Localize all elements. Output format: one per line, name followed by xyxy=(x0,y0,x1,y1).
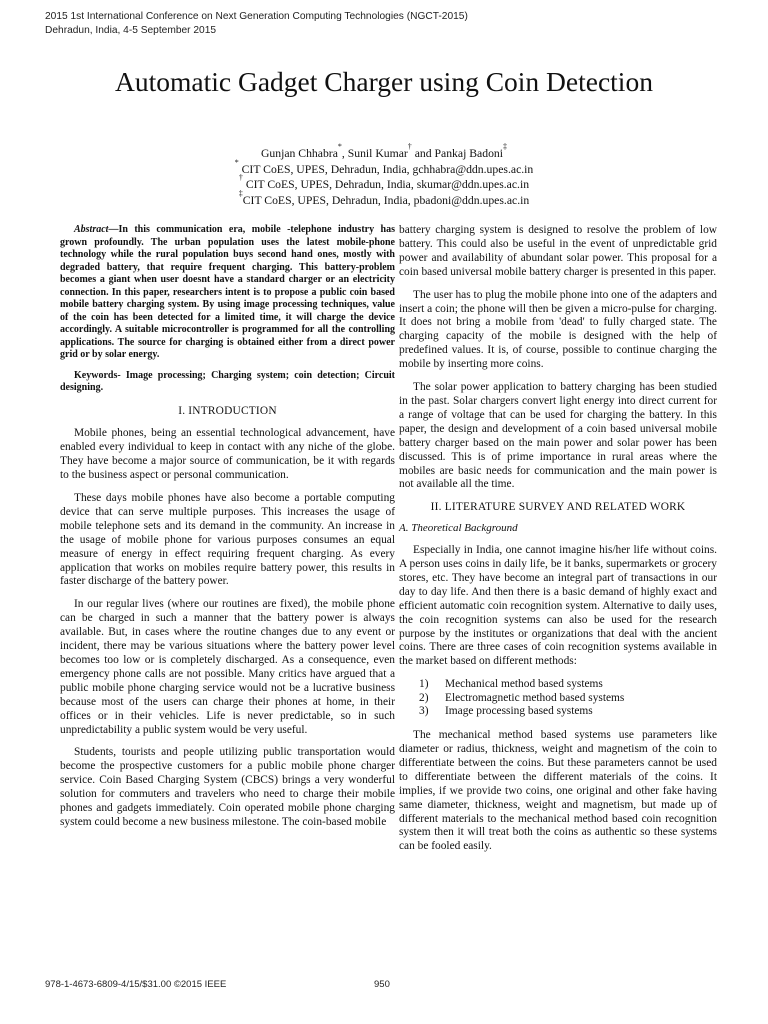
affiliation-text: CIT CoES, UPES, Dehradun, India, skumar@ddn.upes.ac.in xyxy=(245,178,530,192)
conference-location: Dehradun, India, 4-5 September 2015 xyxy=(45,25,217,36)
right-column xyxy=(399,224,717,863)
methods-list xyxy=(399,678,717,719)
affiliation xyxy=(0,157,768,178)
list-number: 3) xyxy=(419,705,429,718)
left-column xyxy=(60,224,395,839)
paragraph: In our regular lives (where our routines are fixed), the mobile phone can be charged in such a manner that the battery power is always available. But, in cases where the routine changes due to any event or incident, there may be various situations where the battery power level becomes too low or is completely discharged. As a consequence, even emergency phone calls are not possible. Many critics have argued that a public mobile phone charging service would not be a lucrative business because most of the users can charge their phones at home, in their offices or in their vehicles. Life is never predictable, so in such unpredictability a public system would be very useful. xyxy=(60,598,395,736)
page-number: 950 xyxy=(374,979,390,990)
paragraph: Especially in India, one cannot imagine his/her life without coins. A person uses coins in daily life, be it banks, supermarkets or grocery stores, etc. They have become an integral part of transactions in our day to day life. And then there is a basic demand of highly exact and efficient automatic coin recognition system. Alternative to daily uses, the coin recognition systems can also be used for the research purpose by the institutes or organizations that deal with the ancient coins. There are three cases of coin recognition systems available in the market based on different methods: xyxy=(399,544,717,668)
paper-title: Automatic Gadget Charger using Coin Detection xyxy=(115,66,653,97)
author-mark: † xyxy=(407,142,412,151)
affiliation-mark: * xyxy=(234,157,239,167)
section-heading-introduction: I. INTRODUCTION xyxy=(178,404,277,417)
list-item xyxy=(419,705,717,719)
conference-header xyxy=(45,10,468,38)
paragraph: These days mobile phones have also become a portable computing device that can serve multiple purposes. This increases the usage of mobile telephone sets and its demand in the community. An increase in the usage of mobile phone for various purposes consumes an equal measure of energy in effect requiring frequent charging. As every application that works on mobiles require battery power, this results in faster discharge of the battery power. xyxy=(60,492,395,588)
paragraph: The solar power application to battery charging has been studied in the past. Solar chargers convert light energy into direct current for a range of voltage that can be used for charging the battery. In this paper, the design and development of a coin based universal mobile battery charger based on the main power and solar power has been discussed. This is of prime importance in rural areas where the mobiles are basic needs for communication and the main power is not available all the time. xyxy=(399,381,717,491)
list-number: 1) xyxy=(419,678,429,691)
author-name: Gunjan Chhabra xyxy=(260,147,338,160)
keywords: Keywords- Image processing; Charging system; coin detection; Circuit designing. xyxy=(60,369,395,393)
abstract-text: —In this communication era, mobile -telephone industry has grown profoundly. The urban population uses the latest mobile-phone technology while the rural population buys second hand ones, mostly with degraded battery, that require frequent charging. This battery-problem becomes a giant when user doesnt have a standard charger or an electricity connection. In this paper, researchers intent is to propose a public coin based mobile battery charging system. By using image processing techniques, value of the coin has been detected for a limited time, it will charge the device accordingly. A suitable microcontroller is programmed for all the controlling applications. The source for charging is obtained either from a direct power grid or by solar energy. xyxy=(60,224,395,360)
list-text: Image processing based systems xyxy=(445,705,593,718)
subsection-heading: A. Theoretical Background xyxy=(399,522,518,535)
author-name: Pankaj Badoni xyxy=(434,147,504,160)
author-mark: * xyxy=(337,142,342,151)
list-item xyxy=(419,678,717,692)
affiliation-text: CIT CoES, UPES, Dehradun, India, gchhabra@ddn.upes.ac.in xyxy=(241,162,534,176)
affiliation xyxy=(0,188,768,209)
abstract xyxy=(60,224,395,362)
author-mark: ‡ xyxy=(503,142,508,151)
paragraph: The user has to plug the mobile phone into one of the adapters and insert a coin; the phone will then be given a micro-pulse for charging. It does not bring a mobile from 'dead' to fully charged state. The charging capacity of the mobile is designed with the help of predefined values. It is, of course, possible to continue charging the mobile by inserting more coins. xyxy=(399,288,717,371)
conference-name: 2015 1st International Conference on Next Generation Computing Technologies (NGCT-2015) xyxy=(45,11,468,22)
author-names xyxy=(0,142,768,162)
abstract-label: Abstract xyxy=(74,224,109,235)
author-separator: , xyxy=(341,147,348,160)
author-block xyxy=(0,142,768,208)
author-name: Sunil Kumar xyxy=(347,147,408,160)
affiliation-text: CIT CoES, UPES, Dehradun, India, pbadoni@ddn.upes.ac.in xyxy=(242,193,530,207)
paragraph: Mobile phones, being an essential technological advancement, have enabled every individual to keep in contact with any niche of the globe. They have become a major source of communication, be it with regards to the business aspect or personal communication. xyxy=(60,427,395,482)
list-text: Mechanical method based systems xyxy=(445,678,603,691)
affiliation-mark: ‡ xyxy=(238,188,243,198)
copyright-footer: 978-1-4673-6809-4/15/$31.00 ©2015 IEEE xyxy=(45,979,227,990)
section-heading-literature-survey: II. LITERATURE SURVEY AND RELATED WORK xyxy=(430,501,686,514)
paragraph: battery charging system is designed to resolve the problem of low battery. This could also be useful in the event of unpredictable grid power and availability of abundant solar power. This proposal for a coin based universal mobile battery charger is presented in this paper. xyxy=(399,224,717,278)
paragraph: Students, tourists and people utilizing public transportation would become the prospective customers for a public mobile phone charger service. Coin Based Charging System (CBCS) brings a very wonderful solution for commuters and travelers who need to charge their mobile phones and gadgets immediately. Coin operated mobile phone charging system could become a new business milestone. The coin-based mobile xyxy=(60,746,395,828)
list-number: 2) xyxy=(419,691,429,704)
affiliation xyxy=(0,173,768,193)
author-separator: and xyxy=(411,147,435,160)
list-text: Electromagnetic method based systems xyxy=(445,691,625,704)
affiliation-mark: † xyxy=(238,173,243,183)
paragraph: The mechanical method based systems use parameters like diameter or radius, thickness, weight and magnetism of the coin to differentiate between the coins. But these parameters cannot be used to differentiate between the different materials of the coins. It implies, if we provide two coins, one original and other fake having same diameter, thickness, weight and magnetism, but made up of different materials to the mechanical method based coin recognition system then it will treat both the coins as authentic so these systems can be fooled easily. xyxy=(399,729,717,853)
list-item xyxy=(419,692,717,706)
